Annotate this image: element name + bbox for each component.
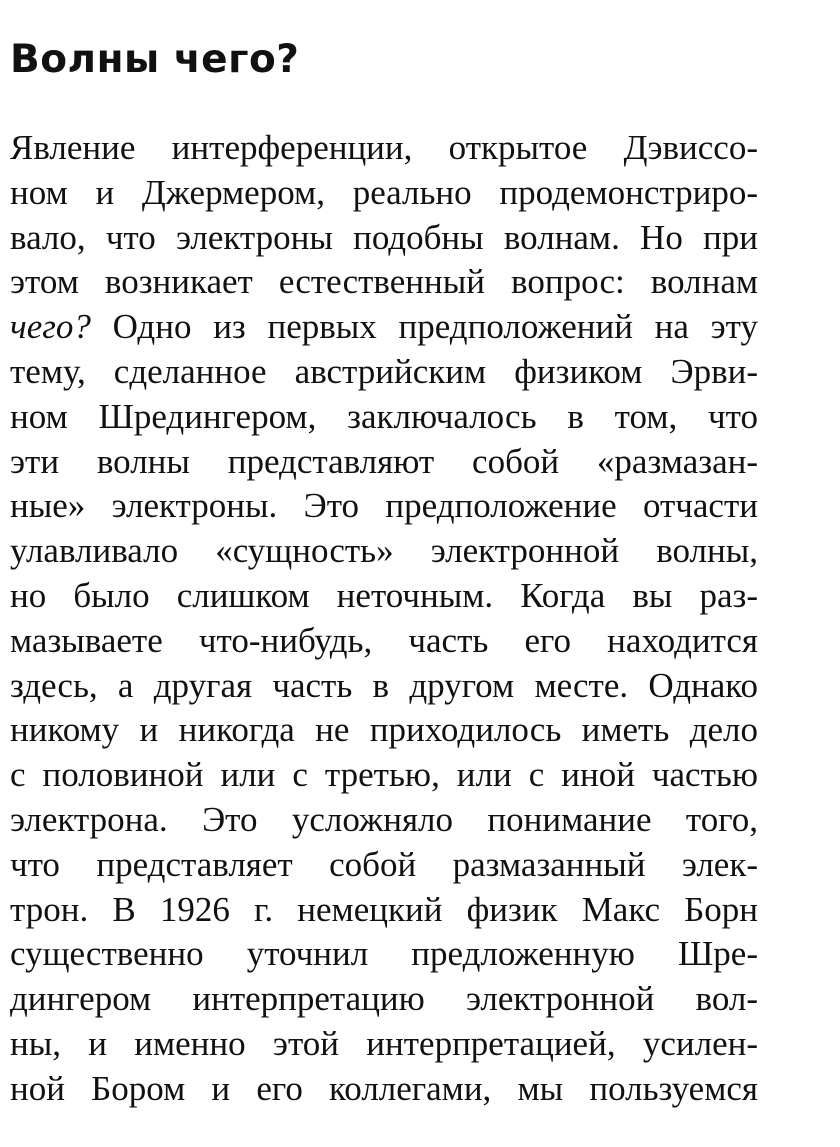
text-line: чего? Одно из первых предположений на эту [10, 307, 758, 347]
text-line: вало, что электроны подобны волнам. Но при [10, 217, 758, 257]
section-heading: Волны чего? [10, 37, 300, 82]
text-line: ны, и именно этой интерпретацией, усилен- [10, 1023, 758, 1063]
text-line: ной Бором и его коллегами, мы пользуемся [10, 1068, 758, 1108]
text-line: Явление интерференции, открытое Дэвиссо- [10, 128, 758, 167]
text-line: существенно уточнил предложенную Шре- [10, 934, 758, 974]
text-line: никому и никогда не приходилось иметь дело [10, 710, 758, 750]
text-line: эти волны представляют собой «размазан- [10, 441, 758, 481]
text-line: ном Шредингером, заключалось в том, что [10, 396, 758, 436]
body-paragraph [10, 126, 758, 1112]
text-line: тему, сделанное австрийским физиком Эрви- [10, 351, 758, 391]
text-line: улавливало «сущность» электронной волны, [10, 531, 758, 571]
text-line: трон. В 1926 г. немецкий физик Макс Борн [10, 889, 758, 929]
text-line: дингером интерпретацию электронной вол- [10, 979, 758, 1019]
text-line: ные» электроны. Это предположение отчасти [10, 486, 758, 526]
italic-question: чего? [10, 307, 91, 347]
text-line: здесь, а другая часть в другом месте. Однако [10, 665, 758, 705]
text-line: но было слишком неточным. Когда вы раз- [10, 575, 758, 615]
text-line: мазываете что-нибудь, часть его находится [10, 620, 758, 660]
text-line: с половиной или с третью, или с иной частью [10, 755, 758, 795]
text-line: электрона. Это усложняло понимание того, [10, 799, 758, 839]
text-line: что представляет собой размазанный элек- [10, 844, 758, 884]
text-line: ном и Джермером, реально продемонстриро- [10, 172, 758, 212]
text-line: этом возникает естественный вопрос: волнам [10, 262, 758, 302]
